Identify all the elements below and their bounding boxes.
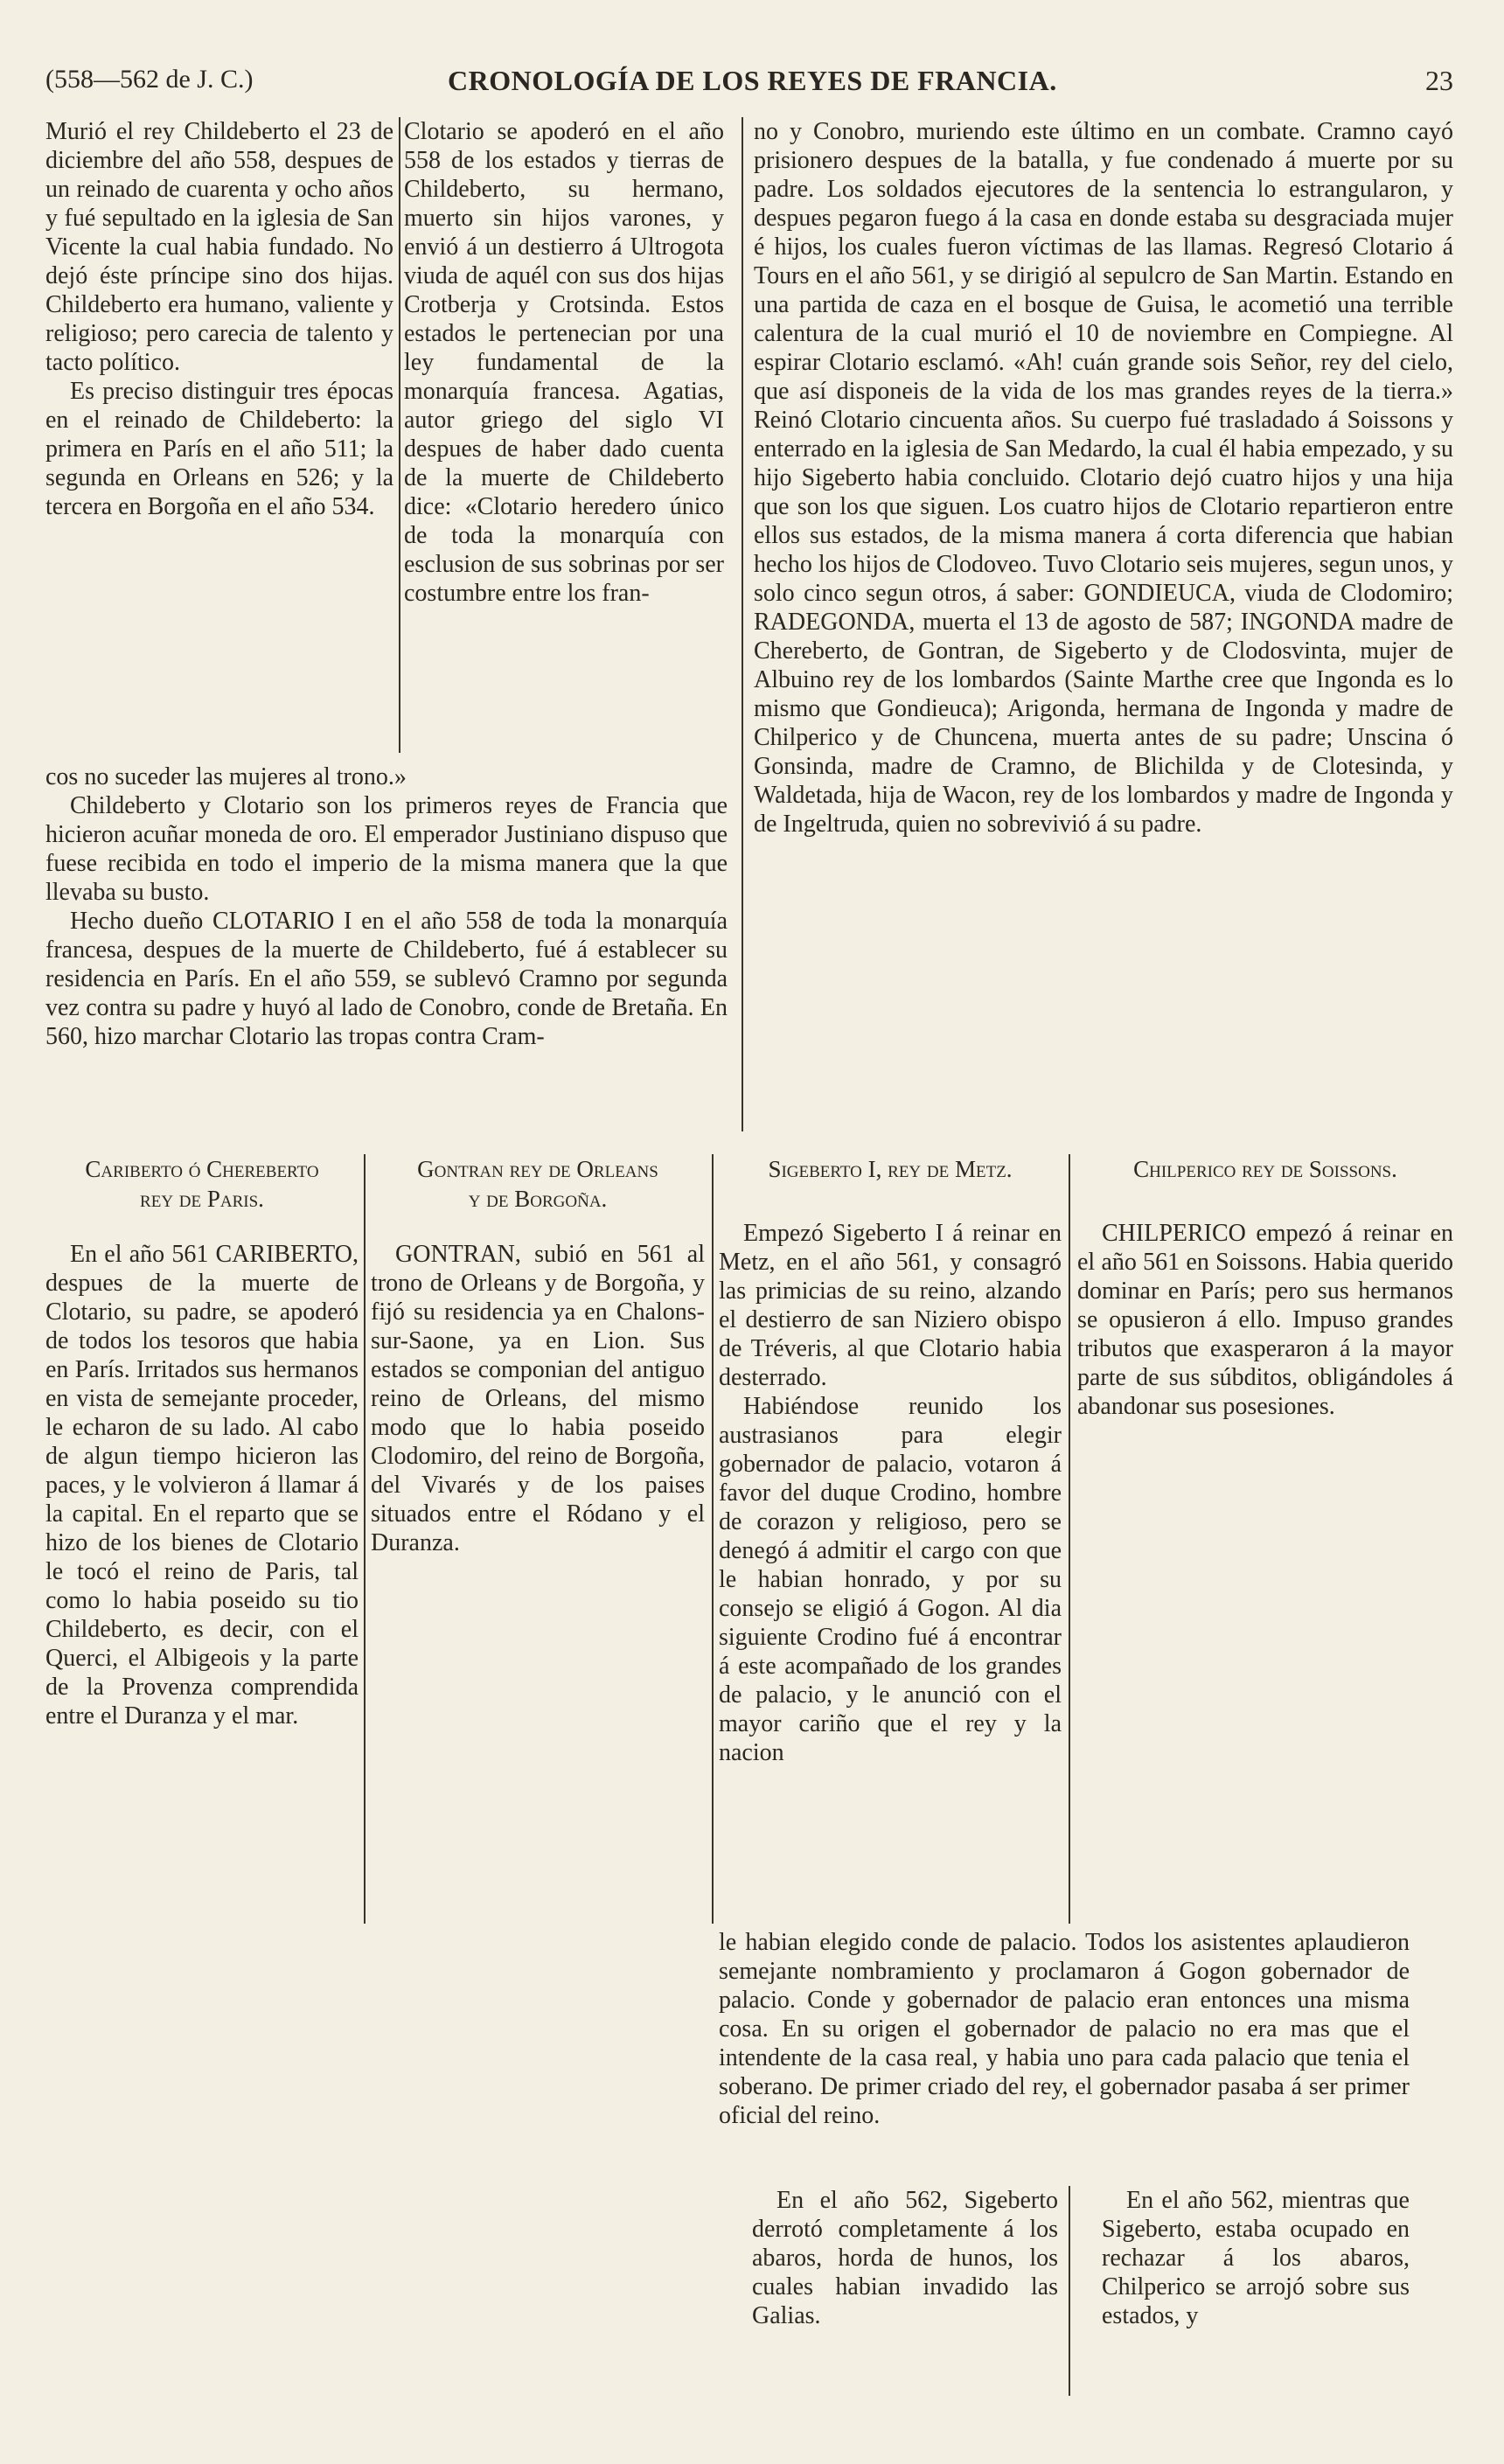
paragraph: no y Conobro, muriendo este último en un combate. Cramno cayó prisionero despues de la batalla, y fue condenado á muerte por su padre. Los soldados ejecutores de la sentencia lo estrangularon, y despues pegaron fuego á la casa en donde estaba su desgraciada mujer é hijos, los cuales fueron víctimas de las llamas. Regresó Clotario á Tours en el año 561, y se dirigió al sepulcro de San Martin. Estando en una partida de caza en el bosque de Guisa, le acometió una terrible calentura de la cual murió el 10 de noviembre en Compiegne. Al espirar Clotario esclamó. «Ah! cuán grande sois Señor, rey del cielo, que así disponeis de la vida de los mas grandes reyes de la tierra.» Reinó Clotario cincuenta años. Su cuerpo fué trasladado á Soissons y enterrado en la iglesia de San Medardo, la cual él habia empezado, y su hijo Sigeberto habia concluido. Clotario dejó cuatro hijos y una hija que son los que siguen. Los cuatro hijos de Clotario repartieron entre ellos sus estados, de la misma manera á corta diferencia que habian hecho los hijos de Clodoveo. Tuvo Clotario seis mujeres, segun unos, y solo cinco segun otros, á saber: GONDIEUCA, viuda de Clodomiro; RADEGONDA, muerta el 13 de agosto de 587; INGONDA madre de Chereberto, de Gontran, de Sigeberto y de Clodosvinta, mujer de Albuino rey de los lombardos (Sainte Marthe cree que Ingonda es lo mismo que Gondieuca); Arigonda, hermana de Ingonda y madre de Chilperico y de Chuncena, muerta antes de su padre; Unscina ó Gonsinda, madre de Cramno, de Blichilda y de Clotesinda, y Waldetada, hija de Wacon, rey de los lombardos y madre de Ingonda y de Ingeltruda, quien no sobrevivió á su padre. — [754, 118, 1454, 838]
section-text — [371, 1240, 705, 1557]
paragraph: Habiéndose reunido los austrasianos para elegir gobernador de palacio, votaron á favor del duque Crodino, hombre de corazon y religioso, pero se denegó á admitir el cargo con que le habian honrado, y por su consejo se eligió á Gogon. Al dia siguiente Crodino fué á encontrar á este acompañado de los grandes de palacio, y le anunció con el mayor cariño que el rey y la nacion — [719, 1393, 1062, 1766]
paragraph: cos no suceder las mujeres al trono.» — [45, 763, 407, 790]
section-title: Cariberto ó Chereberto — [85, 1156, 319, 1182]
section-text — [719, 1219, 1062, 1767]
section-gontran — [371, 1154, 705, 1557]
column-divider — [364, 1154, 366, 1924]
section-sigebert — [719, 1154, 1062, 1767]
top-continuation — [45, 762, 728, 1051]
section-text — [1077, 1219, 1453, 1421]
section-caribert — [45, 1154, 359, 1730]
column-divider — [712, 1154, 714, 1924]
paragraph: Murió el rey Childeberto el 23 de diciembre del año 558, despues de un reinado de cuarenta y ocho años y fué sepultado en la iglesia de San Vicente la cual habia fundado. No dejó éste príncipe sino dos hijas. Childeberto era humano, valiente y religioso; pero carecia de talento y tacto político. — [45, 118, 393, 376]
section-subtitle: y de Borgoña. — [468, 1186, 608, 1212]
section-title: Sigeberto I, rey de Metz. — [768, 1156, 1013, 1182]
header-date-range: (558—562 de J. C.) — [45, 65, 254, 94]
paragraph: En el año 561 CARIBERTO, despues de la muerte de Clotario, su padre, se apoderó de todos los tesoros que habia en París. Irritados sus hermanos en vista de semejante proceder, le echaron de su lado. Al cabo de algun tiempo hicieron las paces, y le volvieron á llamar á la capital. En el reparto que se hizo de los bienes de Clotario le tocó el reino de Paris, tal como lo habia poseido su tio Childeberto, es decir, con el Querci, el Albigeois y la parte de la Provenza comprendida entre el Duranza y el mar. — [45, 1241, 359, 1730]
paragraph: GONTRAN, subió en 561 al trono de Orleans y de Borgoña, y fijó su residencia ya en Chalons-sur-Saone, ya en Lion. Sus estados se componian del antiguo reino de Orleans, del mismo modo que lo habia poseido Clodomiro, del reino de Borgoña, del Vivarés y de los paises situados entre el Ródano y el Duranza. — [371, 1241, 705, 1556]
paragraph: En el año 562, mientras que Sigeberto, estaba ocupado en rechazar á los abaros, Chilperico se arrojó sobre sus estados, y — [1102, 2187, 1410, 2329]
sigebert-562 — [752, 2186, 1058, 2330]
paragraph: le habian elegido conde de palacio. Todos los asistentes aplaudieron semejante nombramiento y proclamaron á Gogon gobernador de palacio. Conde y gobernador de palacio eran entonces una misma cosa. En su origen el gobernador de palacio no era mas que el intendente de la casa real, y habia uno para cada palacio que tenia el soberano. De primer criado del rey, el gobernador pasaba á ser primer oficial del reino. — [719, 1929, 1410, 2129]
paragraph: Clotario se apoderó en el año 558 de los estados y tierras de Childeberto, su hermano, muerto sin hijos varones, y envió á un destierro á Ultrogota viuda de aquél con sus dos hijas Crotberja y Crotsinda. Estos estados le pertenecian por una ley fundamental de la monarquía francesa. Agatias, autor griego del siglo VI despues de haber dado cuenta de la muerte de Childeberto dice: «Clotario heredero único de toda la monarquía con esclusion de sus sobrinas por ser costumbre entre los fran- — [404, 118, 724, 607]
paragraph: Childeberto y Clotario son los primeros reyes de Francia que hicieron acuñar moneda de oro. El emperador Justiniano dispuso que fuese recibida en todo el imperio de la misma manera que la que llevaba su busto. — [45, 792, 728, 906]
chilperic-562 — [1102, 2186, 1410, 2330]
section-subtitle: rey de Paris. — [140, 1186, 264, 1212]
paragraph: Es preciso distinguir tres épocas en el reinado de Childeberto: la primera en París en el año 511; la segunda en Orleans en 526; y la tercera en Borgoña en el año 534. — [45, 378, 393, 520]
sigebert-continuation — [719, 1928, 1410, 2130]
top-column-1 — [45, 117, 393, 521]
top-column-2 — [404, 117, 724, 608]
section-chilperic — [1077, 1154, 1453, 1421]
paragraph: CHILPERICO empezó á reinar en el año 561 en Soissons. Habia querido dominar en París; pero sus hermanos se opusieron á ello. Impuso grandes tributos que exasperaron á la mayor parte de sus súbditos, obligándoles á abandonar sus posesiones. — [1077, 1220, 1453, 1420]
paragraph: Hecho dueño CLOTARIO I en el año 558 de toda la monarquía francesa, despues de la muerte de Childeberto, fué á establecer su residencia en París. En el año 559, se sublevó Cramno por segunda vez contra su padre y huyó al lado de Conobro, conde de Bretaña. En 560, hizo marchar Clotario las tropas contra Cram- — [45, 908, 728, 1050]
paragraph: En el año 562, Sigeberto derrotó completamente á los abaros, horda de hunos, los cuales habian invadido las Galias. — [752, 2187, 1058, 2329]
page-header — [45, 65, 1453, 110]
section-title: Chilperico rey de Soissons. — [1133, 1156, 1397, 1182]
column-divider — [399, 117, 400, 753]
section-text — [45, 1240, 359, 1730]
page-number: 23 — [1425, 65, 1453, 96]
page-title: CRONOLOGÍA DE LOS REYES DE FRANCIA. — [448, 65, 1057, 96]
top-column-3 — [754, 117, 1453, 839]
paragraph: Empezó Sigeberto I á reinar en Metz, en el año 561, y consagró las primicias de su reino, alzando el destierro de san Niziero obispo de Tréveris, al que Clotario habia desterrado. — [719, 1220, 1062, 1391]
section-title: Gontran rey de Orleans — [417, 1156, 658, 1182]
column-divider — [1069, 1154, 1070, 1924]
column-divider — [742, 117, 743, 1131]
column-divider — [1069, 2186, 1070, 2396]
